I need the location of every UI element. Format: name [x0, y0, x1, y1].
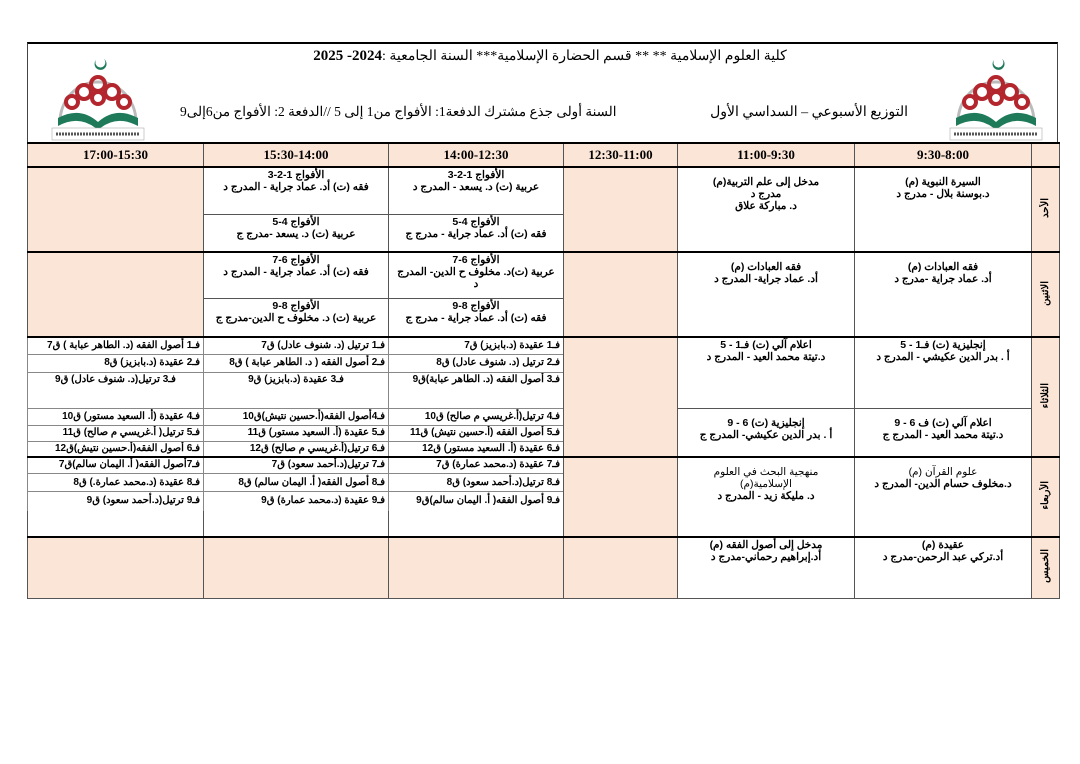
class-cell: الأفواج 1-2-3 عربية (ت) د. يسعد - المدرج د: [389, 167, 564, 214]
group-line: فـ5 عقيدة (أ. السعيد مستور) ق11: [204, 425, 389, 441]
empty-cell: [204, 537, 389, 599]
empty-cell: [28, 252, 204, 337]
class-cell: إنجليزية (ت) فـ1 - 5 أ . بدر الدين عكيشي - المدرج د: [855, 337, 1032, 408]
group-line: فـ9 عقيدة (د.محمد عمارة) ق9: [204, 492, 389, 511]
empty-cell: [389, 537, 564, 599]
group-line: فـ4 ترتيل(أ.غريسي م صالح) ق10: [389, 408, 564, 425]
empty-cell: [564, 337, 678, 457]
header-day-corner: [1032, 143, 1060, 167]
time-slot: 17:00-15:30: [28, 143, 204, 167]
group-line: فـ3 أصول الفقه (د. الطاهر عبابة)ق9: [389, 372, 564, 408]
class-cell: مدخل إلى أصول الفقه (م) أد.إبراهيم رحماني-مدرج د: [678, 537, 855, 599]
class-cell: عقيدة (م) أد.تركي عبد الرحمن-مدرج د: [855, 537, 1032, 599]
class-cell: الأفواج 8-9 عربية (ت) د. مخلوف ح الدين-مدرج ج: [204, 298, 389, 337]
empty-cell: [28, 537, 204, 599]
group-line: فـ5 ترتيل( أ.غريسي م صالح) ق11: [28, 425, 204, 441]
faculty-logo-right: [948, 52, 1044, 144]
group-line: فـ7 عقيدة (د.محمد عمارة) ق7: [389, 457, 564, 474]
group-line: فـ7 ترتيل(د.أحمد سعود) ق7: [204, 457, 389, 474]
group-line: فـ2 عقيدة (د.بابزيز) ق8: [28, 354, 204, 372]
group-line: فـ7أصول الفقه( أ. اليمان سالم)ق7: [28, 457, 204, 474]
group-line: فـ1 عقيدة (د.بابزيز) ق7: [389, 337, 564, 354]
time-slot: 12:30-11:00: [564, 143, 678, 167]
group-line: فـ9 أصول الفقه( أ. اليمان سالم)ق9: [389, 492, 564, 511]
class-cell: الأفواج 1-2-3 فقه (ت) أد. عماد جراية - المدرج د: [204, 167, 389, 214]
class-cell: اعلام آلي (ت) فـ1 - 5 د.تيتة محمد العيد - المدرج د: [678, 337, 855, 408]
class-cell: فقه العبادات (م) أد. عماد جراية -مدرج د: [855, 252, 1032, 337]
class-cell: الأفواج 4-5 عربية (ت) د. يسعد -مدرج ج: [204, 214, 389, 252]
empty-cell: [28, 511, 204, 537]
class-cell: فقه العبادات (م) أد. عماد جراية- المدرج د: [678, 252, 855, 337]
day-thursday: الخميس: [1032, 537, 1060, 599]
group-line: فـ6 عقيدة (أ. السعيد مستور) ق12: [389, 441, 564, 457]
empty-cell: [28, 167, 204, 252]
class-cell: منهجية البحث في العلوم الإسلامية(م) د. مليكة زيد - المدرج د: [678, 457, 855, 537]
time-slot: 9:30-8:00: [855, 143, 1032, 167]
empty-cell: [389, 511, 564, 537]
time-slot: 11:00-9:30: [678, 143, 855, 167]
class-cell: إنجليزية (ت) 6 - 9 أ . بدر الدين عكيشي- المدرج ج: [678, 408, 855, 457]
empty-cell: [204, 511, 389, 537]
class-cell: علوم القرآن (م) د.مخلوف حسام الدين- المدرج د: [855, 457, 1032, 537]
group-line: فـ6 ترتيل(أ.غريسي م صالح) ق12: [204, 441, 389, 457]
header-row: [28, 143, 1060, 167]
class-cell: اعلام آلي (ت) ف 6 - 9 د.تيتة محمد العيد - المدرج ج: [855, 408, 1032, 457]
group-line: فـ5 أصول الفقه (أ.حسين نتيش) ق11: [389, 425, 564, 441]
day-monday: الاثنين: [1032, 252, 1060, 337]
cohort-info: السنة أولى جذع مشترك الدفعة1: الأفواج من1 إلى 5 //الدفعة 2: الأفواج من6إلى9: [180, 104, 617, 119]
empty-cell: [564, 537, 678, 599]
group-line: فـ4 عقيدة (أ. السعيد مستور) ق10: [28, 408, 204, 425]
class-cell: الأفواج 6-7 عربية (ت)د. مخلوف ح الدين- المدرج د: [389, 252, 564, 298]
group-line: فـ1 ترتيل (د. شنوف عادل) ق7: [204, 337, 389, 354]
empty-cell: [564, 252, 678, 337]
time-slot: 14:00-12:30: [389, 143, 564, 167]
time-slot: 15:30-14:00: [204, 143, 389, 167]
group-line: فـ9 ترتيل(د.أحمد سعود) ق9: [28, 492, 204, 511]
faculty-logo-left: [50, 52, 146, 144]
day-tuesday: الثلاثاء: [1032, 337, 1060, 457]
class-cell: الأفواج 4-5 فقه (ت) أد. عماد جراية - مدرج ج: [389, 214, 564, 252]
day-sunday: الأحد: [1032, 167, 1060, 252]
class-cell: مدخل إلى علم التربية(م) مدرج د د. مباركة علاق: [678, 167, 855, 252]
group-line: فـ2 أصول الفقه ( د. الطاهر عبابة ) ق8: [204, 354, 389, 372]
document-title: كلية العلوم الإسلامية ** ** قسم الحضارة الإسلامية*** السنة الجامعية :2024- 2025: [313, 48, 787, 64]
empty-cell: [564, 167, 678, 252]
group-line: فـ3 عقيدة (د.بابزيز) ق9: [204, 372, 389, 408]
class-cell: الأفواج 8-9 فقه (ت) أد. عماد جراية - مدرج ج: [389, 298, 564, 337]
timetable: [27, 142, 1060, 599]
group-line: فـ4أصول الفقه(أ.حسين نتيش)ق10: [204, 408, 389, 425]
schedule-label: التوزيع الأسبوعي – السداسي الأول: [710, 105, 908, 120]
empty-cell: [564, 457, 678, 537]
group-line: فـ2 ترتيل (د. شنوف عادل) ق8: [389, 354, 564, 372]
group-line: فـ8 ترتيل(د.أحمد سعود) ق8: [389, 474, 564, 492]
day-wednesday: الأربعاء: [1032, 457, 1060, 537]
class-cell: الأفواج 6-7 فقه (ت) أد. عماد جراية - المدرج د: [204, 252, 389, 298]
class-cell: السيرة النبوية (م) د.بوسنة بلال - مدرج د: [855, 167, 1032, 252]
group-line: فـ6 أصول الفقه(أ.حسين نتيش)ق12: [28, 441, 204, 457]
group-line: فـ3 ترتيل(د. شنوف عادل) ق9: [28, 372, 204, 408]
group-line: فـ8 أصول الفقه( أ. اليمان سالم) ق8: [204, 474, 389, 492]
group-line: فـ1 أصول الفقه (د. الطاهر عبابة ) ق7: [28, 337, 204, 354]
group-line: فـ8 عقيدة (د.محمد عمارة.) ق8: [28, 474, 204, 492]
